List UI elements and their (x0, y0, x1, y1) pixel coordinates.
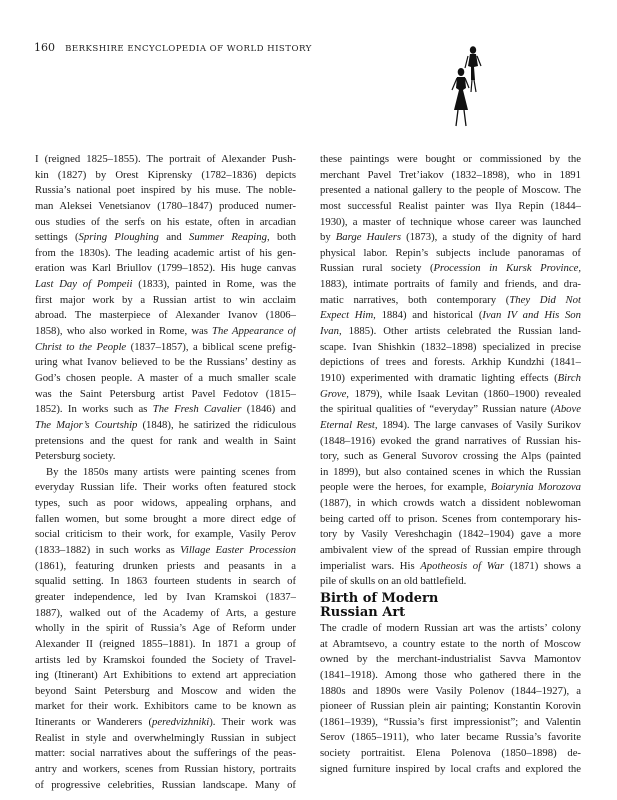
italic-title: The Fresh Cavalier (152, 403, 242, 416)
italic-title: Village Easter Procession (180, 544, 296, 557)
fashion-figures-icon (438, 44, 488, 128)
text-line (35, 543, 296, 559)
text-line (320, 512, 581, 528)
text-line (320, 308, 581, 324)
text-run: types, such as poor widows, appealing orphans, and (35, 497, 296, 510)
text-line (320, 387, 581, 403)
text-run: was the Saint Petersburg artist Pavel Fedotov (1815– (35, 387, 296, 400)
italic-title: Ivan, (320, 325, 342, 338)
italic-title: Spring Ploughing (78, 231, 159, 244)
text-line (35, 731, 296, 747)
italic-title: Ivan IV and His Son (482, 309, 581, 322)
text-run: imperialist wars. His (320, 559, 421, 572)
text-line (35, 559, 296, 575)
text-line (35, 324, 296, 340)
text-run: 1852). In works such as (35, 403, 153, 416)
text-line (320, 293, 581, 309)
text-run: greater independence, led by Ivan Kramskoi (1837– (35, 590, 296, 603)
italic-title: Procession in Kursk Province, (433, 262, 581, 275)
text-run: By the 1850s many artists were painting scenes from (46, 465, 296, 478)
text-run: Russian rural society ( (320, 262, 434, 275)
italic-title: Boiarynia Morozova (490, 481, 581, 494)
italic-title: Summer Reaping (189, 231, 267, 244)
text-run: 1858), who also worked in Rome, was (35, 325, 213, 338)
text-line (35, 340, 296, 356)
italic-title: The Appearance of (212, 325, 296, 338)
right-column (320, 152, 581, 777)
text-line (35, 308, 296, 324)
text-line (35, 778, 296, 794)
text-line (320, 230, 581, 246)
text-run: , both (266, 231, 296, 244)
text-run: social criticism to their work, for example, Vasily Perov (35, 528, 296, 541)
text-run: (1861–1939), “Russia’s first impressionist”; and Valentin (320, 715, 581, 728)
text-line (320, 449, 581, 465)
text-run: (1833–1882) in such works as (35, 544, 181, 557)
text-run: 1879), while Isaak Levitan (1860–1900) revealed (348, 387, 581, 400)
text-run: physical labor. Repin’s subjects include panoramas of (320, 246, 581, 259)
text-run: antry and workers, scenes from Russian history, portraits (35, 762, 296, 775)
text-line (320, 699, 581, 715)
text-line (320, 465, 581, 481)
text-line (35, 402, 296, 418)
text-run: 1883), intimate portraits of family and friends, and dra- (320, 278, 581, 291)
text-line (320, 183, 581, 199)
text-line (320, 402, 581, 418)
text-line (320, 152, 581, 168)
text-run: pioneer of Russian plein air painting; Konstantin Korovin (320, 700, 581, 713)
text-line (320, 621, 581, 637)
text-run: most successful Realist painter was Ilya Repin (1844– (320, 199, 581, 212)
text-line (35, 246, 296, 262)
text-run: Russia’s national poet inspired by his muse. The noble- (35, 184, 296, 197)
text-run: market for their work. Exhibitors came to be known as (35, 700, 296, 713)
italic-title: They Did Not (509, 293, 581, 306)
text-run: Realist in style and overwhelmingly Russian in subject (35, 731, 296, 744)
text-line (35, 684, 296, 700)
text-line (35, 590, 296, 606)
italic-title: peredvizhniki (152, 716, 210, 729)
page-number: 160 (34, 41, 55, 54)
text-line (35, 261, 296, 277)
italic-title: The Major’s Courtship (35, 418, 138, 431)
text-run: artists led by Kramskoi founded the Society of Travel- (35, 653, 296, 666)
text-run: eration was Karl Briullov (1799–1852). His huge canvas (35, 262, 296, 275)
text-line (320, 652, 581, 668)
text-run: scape. Ivan Shishkin (1832–1898) specialized in precise (320, 340, 581, 353)
text-line (35, 230, 296, 246)
text-run: Petersburg society. (35, 450, 116, 463)
text-run: 1885). Other artists celebrated the Russian land- (341, 325, 581, 338)
text-run: everyday Russian life. Their works often featured stock (35, 481, 296, 494)
text-run: by (320, 231, 336, 244)
text-run: of progressive celebrities, Russian landscape. Many of (35, 778, 296, 791)
text-run: (1848), he satirized the ridiculous (137, 418, 296, 431)
text-run: 1880s and 1890s were Vasily Polenov (1844–1927), a (320, 684, 581, 697)
text-line (35, 183, 296, 199)
text-run: first major work by a Russian artist to win acclaim (35, 293, 296, 306)
text-run: ous studies of the serfs on his estate, often in arcadian (35, 215, 296, 228)
text-run: Itinerants or Wanderers ( (35, 716, 153, 729)
text-line (35, 715, 296, 731)
text-line (320, 684, 581, 700)
text-run: presented a national gallery to the people of Moscow. The (320, 184, 581, 197)
text-run: uring what Ivanov believed to be the Russians’ destiny as (35, 356, 296, 369)
text-run: squalid setting. In 1863 fourteen students in search of (35, 575, 296, 588)
italic-title: Expect Him, (320, 309, 376, 322)
text-line (320, 371, 581, 387)
text-run: matter: social narratives about the sufferings of the peas- (35, 747, 296, 760)
text-line (320, 496, 581, 512)
text-run: (1848–1916) evoked the grand narratives of Russian his- (320, 434, 581, 447)
text-line (320, 730, 581, 746)
text-line (320, 168, 581, 184)
text-line (320, 418, 581, 434)
italic-title: Above (554, 403, 581, 416)
text-line (35, 199, 296, 215)
text-line (320, 574, 581, 590)
text-line (320, 324, 581, 340)
text-line (320, 637, 581, 653)
text-run: (1887), in which crowds watch a dissident noblewoman (320, 497, 581, 510)
text-run: 1887), walked out of the Academy of Arts, a gesture (35, 606, 296, 619)
text-run: (1833), painted in Rome, was the (132, 278, 296, 291)
text-run: pretensions and the quest for rank and wealth in Saint (35, 434, 296, 447)
text-line (320, 762, 581, 778)
text-run: (1837–1857), a biblical scene prefig- (126, 340, 296, 353)
text-line (35, 496, 296, 512)
text-line (320, 199, 581, 215)
text-line (35, 762, 296, 778)
text-run: 1894). The large canvases of Vasily Surikov (377, 418, 581, 431)
text-run: merchant Pavel Tret’iakov (1832–1898), who in 1891 (320, 168, 581, 181)
text-line (320, 246, 581, 262)
text-line (35, 215, 296, 231)
text-run: depictions of trees and forests. Arkhip Kundzhi (1841– (320, 356, 581, 369)
right-column-top (320, 152, 581, 590)
text-line (320, 668, 581, 684)
text-line (320, 277, 581, 293)
text-run: (1873), a study of the dignity of hard (401, 231, 581, 244)
text-line (320, 355, 581, 371)
text-run: owned by the merchant-industrialist Savva Mamontov (320, 653, 581, 666)
text-line (320, 261, 581, 277)
text-run: and (158, 231, 189, 244)
text-run: kin (1827) by Orest Kiprensky (1782–1836) depicts (35, 168, 296, 181)
text-run: (1871) shows a (504, 559, 581, 572)
text-line (320, 340, 581, 356)
text-line (320, 215, 581, 231)
text-run: ). Their work was (209, 716, 296, 729)
text-line (35, 418, 296, 434)
text-line (35, 621, 296, 637)
text-line (320, 715, 581, 731)
text-run: man Aleksei Venetsianov (1780–1847) produced numer- (35, 199, 296, 212)
text-run: fallen women, but some brought a more direct edge of (35, 512, 296, 525)
text-line (320, 559, 581, 575)
left-column (35, 152, 296, 793)
text-line (35, 387, 296, 403)
text-line (35, 637, 296, 653)
text-line (35, 277, 296, 293)
text-line (320, 543, 581, 559)
running-head (34, 36, 312, 55)
text-run: God’s chosen people. A master of a much smaller scale (35, 371, 296, 384)
italic-title: Christ to the People (35, 340, 127, 353)
text-run: being carted off to prison. Scenes from contemporary his- (320, 512, 581, 525)
text-run: Serov (1865–1911), who later became Russia’s favorite (320, 731, 581, 744)
section-heading-line-2: Russian Art (320, 605, 406, 621)
section-heading-line-1: Birth of Modern (320, 590, 439, 606)
text-line (35, 371, 296, 387)
text-line (35, 746, 296, 762)
text-run: 1884) and historical ( (375, 309, 483, 322)
text-line (35, 434, 296, 450)
italic-title: Barge Haulers (335, 231, 402, 244)
text-run: the spiritual qualities of “everyday” Russian nature ( (320, 403, 555, 416)
text-run: in 1899), but also contained scenes in which the Russian (320, 465, 581, 478)
text-line (35, 527, 296, 543)
text-run: (1846) and (241, 403, 296, 416)
text-line (35, 152, 296, 168)
italic-title: Apotheosis of War (420, 559, 505, 572)
italic-title: Eternal Rest, (320, 418, 378, 431)
text-line (35, 574, 296, 590)
text-run: beyond Saint Petersburg and Moscow and widen the (35, 684, 296, 697)
section-heading (320, 592, 581, 621)
text-run: ambivalent view of the spread of Russian empire through (320, 544, 581, 557)
text-line (35, 465, 296, 481)
text-run: from the 1830s). The leading academic artist of his gen- (35, 246, 296, 259)
text-line (35, 168, 296, 184)
text-run: at Abramtsevo, a country estate to the north of Moscow (320, 637, 581, 650)
book-title: BERKSHIRE ENCYCLOPEDIA OF WORLD HISTORY (65, 44, 312, 54)
text-line (320, 480, 581, 496)
text-line (35, 512, 296, 528)
text-run: society portraitist. Elena Polenova (1850–1898) de- (320, 747, 581, 760)
text-run: 1930), a master of technique whose career was launched (320, 215, 581, 228)
text-line (35, 606, 296, 622)
text-line (320, 746, 581, 762)
text-run: (1861), featuring drunken priests and peasants in a (35, 559, 296, 572)
text-line (35, 355, 296, 371)
text-run: wholly in the spirit of Russia’s Age of Reform under (35, 622, 296, 635)
text-run: (1841–1918). Among those who gathered there in the (320, 668, 581, 681)
right-column-bottom (320, 621, 581, 777)
text-run: Alexander II (reigned 1855–1881). In 1871 a group of (35, 637, 296, 650)
text-line (35, 668, 296, 684)
text-run: tory by Vasily Vereshchagin (1842–1904) gave a more (320, 528, 581, 541)
text-run: abroad. The masterpiece of Alexander Ivanov (1806– (35, 309, 296, 322)
text-run: signed furniture inspired by local crafts and explored the (320, 762, 581, 775)
italic-title: Grove, (320, 387, 349, 400)
text-run: tory, such as General Suvorov crossing the Alps (painted (320, 450, 581, 463)
text-run: settings ( (35, 231, 79, 244)
text-line (320, 434, 581, 450)
italic-title: Birch (557, 371, 581, 384)
text-run: matic narratives, both contemporary ( (320, 293, 510, 306)
text-line (35, 699, 296, 715)
italic-title: Last Day of Pompeii (35, 278, 133, 291)
text-run: 1910) experimented with dramatic lighting effects ( (320, 371, 558, 384)
text-run: these paintings were bought or commissioned by the (320, 153, 581, 165)
text-run: people were the heroes, for example, (320, 481, 491, 494)
text-run: pile of skulls on an old battlefield. (320, 575, 467, 588)
text-run: I (reigned 1825–1855). The portrait of Alexander Push- (35, 153, 296, 165)
text-line (35, 449, 296, 465)
text-line (35, 653, 296, 669)
text-line (35, 480, 296, 496)
text-run: ing (Itinerant) Art Exhibitions to extend art appreciation (35, 669, 296, 682)
text-line (35, 293, 296, 309)
text-run: The cradle of modern Russian art was the artists’ colony (320, 621, 581, 634)
text-line (320, 527, 581, 543)
